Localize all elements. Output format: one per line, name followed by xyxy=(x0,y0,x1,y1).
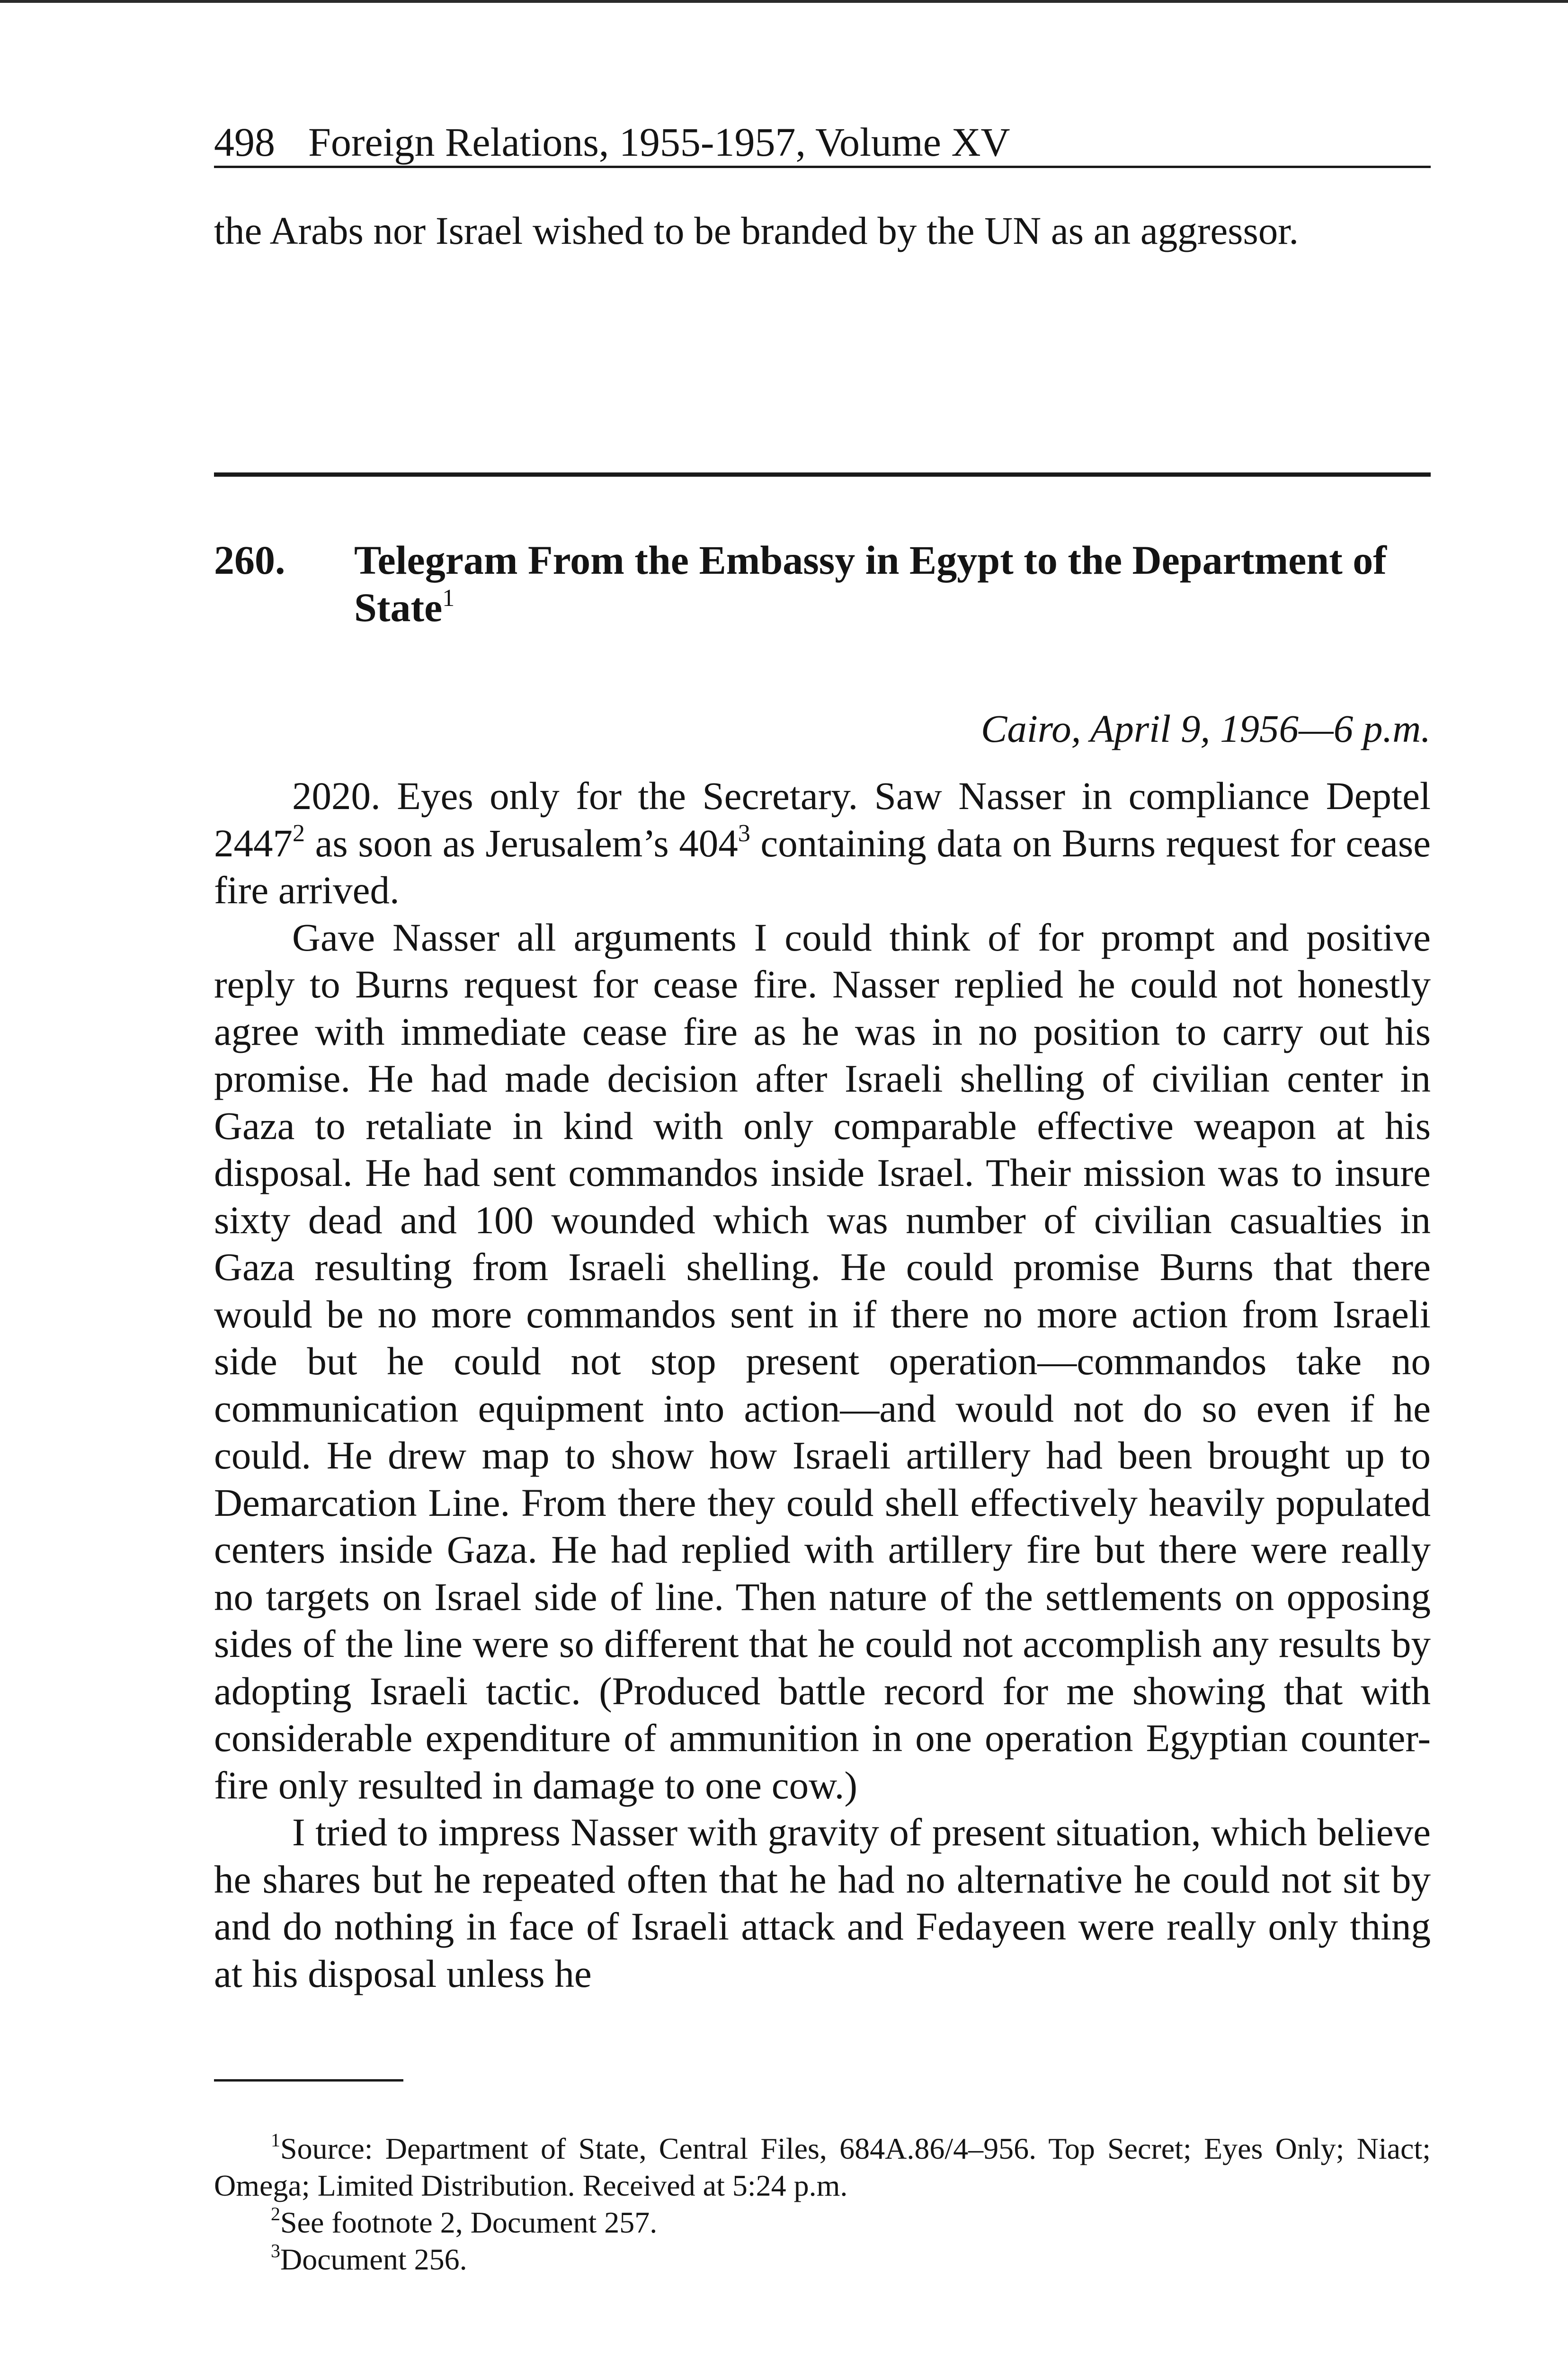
page-number: 498 xyxy=(214,119,275,165)
body-paragraph xyxy=(214,773,1431,914)
footnote-reference[interactable]: 3 xyxy=(738,819,750,847)
body-paragraph: I tried to impress Nasser with gravity of present situation, which believe he shares but he repeated often that he had no alternative he could not sit by and do nothing in face of Israeli attack and Fedayeen were really only thing at his disposal unless he xyxy=(214,1810,1431,1995)
footnote-text: Source: Department of State, Central Files, 684A.86/4–956. Top Secret; Eyes Only; Niact; Omega; Limited Distribution. Received at 5:24 p.m. xyxy=(214,2132,1431,2202)
document-title xyxy=(354,536,1431,631)
footnote xyxy=(214,2241,1431,2278)
footnotes xyxy=(214,2130,1431,2278)
paragraph-text: containing data on Burns request for cease fire arrived. xyxy=(214,821,1431,912)
running-head xyxy=(214,118,1431,168)
document-title-text: Telegram From the Embassy in Egypt to the Department of State xyxy=(354,537,1387,630)
carry-over-text xyxy=(214,207,1431,255)
footnote xyxy=(214,2130,1431,2204)
paragraph-text: as soon as Jerusalem’s 404 xyxy=(305,821,738,865)
paragraph-text: 2020. Eyes only for the Secretary. Saw Nasser in compliance Deptel 2447 xyxy=(214,774,1431,865)
telegram-body xyxy=(214,773,1431,1997)
carry-over-paragraph: the Arabs nor Israel wished to be branded by the UN as an aggressor. xyxy=(214,209,1299,252)
running-head-title: Foreign Relations, 1955-1957, Volume XV xyxy=(308,119,1010,165)
dateline: Cairo, April 9, 1956—6 p.m. xyxy=(980,707,1431,750)
footnote-text: See footnote 2, Document 257. xyxy=(280,2206,658,2239)
footnote-reference[interactable]: 1 xyxy=(442,585,455,612)
document-number: 260. xyxy=(214,537,285,583)
footnote-text: Document 256. xyxy=(280,2242,467,2276)
footnote xyxy=(214,2204,1431,2241)
footnote-rule xyxy=(214,2079,403,2082)
page-top-edge xyxy=(0,0,1568,3)
body-paragraph: Gave Nasser all arguments I could think of for prompt and positive reply to Burns request for cease fire. Nasser replied he could not honestly agree with immediate cease fire as he was in no position to carry out his promise. He had made decision after Israeli shelling of civilian center in Gaza to retaliate in kind with only comparable effective weapon at his disposal. He had sent commandos inside Israel. Their mission was to insure sixty dead and 100 wounded which was number of civilian casualties in Gaza resulting from Israeli shelling. He could promise Burns that there would be no more commandos sent in if there no more action from Israeli side but he could not stop present operation—commandos take no communication equipment into action—and would not do so even if he could. He drew map to show how Israeli artillery had been brought up to Demarcation Line. From there they could shell effectively heavily populated centers inside Gaza. He had replied with artillery fire but there were really no targets on Israel side of line. Then nature of the settlements on opposing sides of the line were so different that he could not accomplish any results by adopting Israeli tactic. (Produced battle record for me showing that with considerable expenditure of ammunition in one operation Egyptian counter-fire only resulted in damage to one cow.) xyxy=(214,915,1431,1807)
footnote-mark: 3 xyxy=(271,2240,280,2261)
section-divider xyxy=(214,472,1431,477)
footnote-reference[interactable]: 2 xyxy=(293,819,305,847)
footnote-mark: 1 xyxy=(271,2129,280,2151)
footnote-mark: 2 xyxy=(271,2203,280,2225)
